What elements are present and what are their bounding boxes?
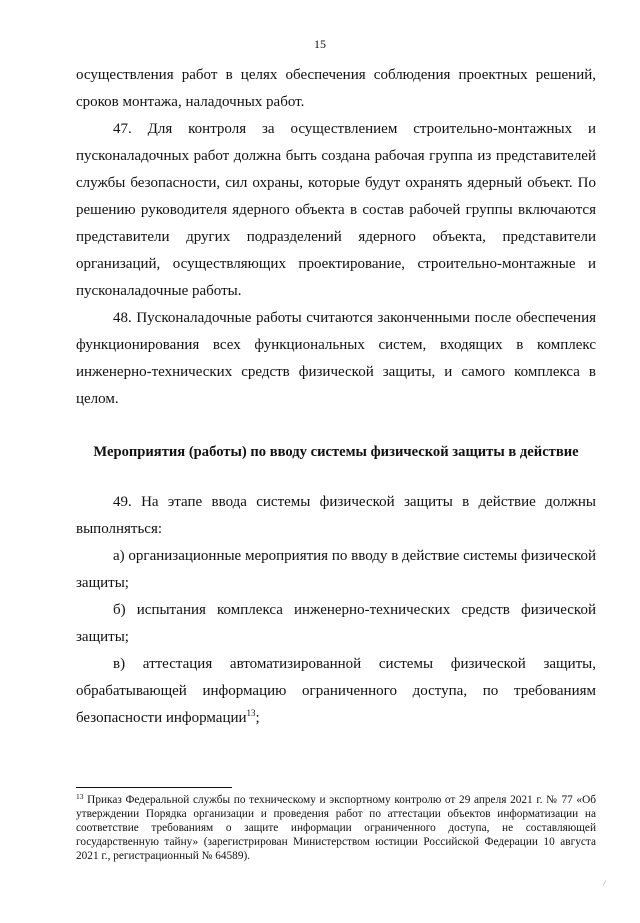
footnote-separator — [76, 787, 232, 788]
footnote-marker: 13 — [76, 792, 84, 801]
paragraph-47: 47. Для контроля за осуществлением строительно-монтажных и пусконаладочных работ должна быть создана рабочая группа из представителей службы безопасности, сил охраны, которые будут охранять ядерный объект. По решению руководителя ядерного объекта в состав рабочей группы включаются представители других подразделений ядерного объекта, представители организаций, осуществляющих проектирование, строительно-монтажные и пусконаладочные работы. — [76, 121, 596, 299]
page-number: 15 — [314, 37, 326, 51]
list-item-c-end: ; — [255, 710, 260, 726]
list-item-a: а) организационные мероприятия по вводу в действие системы физической защиты; — [76, 548, 596, 591]
footnote-text: Приказ Федеральной службы по техническому и экспортному контролю от 29 апреля 2021 г. № 77 «Об утверждении Порядка организации и проведения работ по аттестации объектов информатизации на соответствие требованиям о защите информации ограниченного доступа, не составляющей государственную тайну» (зарегистрирован Министерством юстиции Российской Федерации 10 августа 2021 г., регистрационный № 64589). — [76, 794, 596, 862]
paragraph-48: 48. Пусконаладочные работы считаются законченными после обеспечения функционирования всех функциональных систем, входящих в комплекс инженерно-технических средств физической защиты, и самого комплекса в целом. — [76, 310, 596, 407]
list-item-c — [76, 651, 596, 732]
scan-mark — [603, 880, 607, 886]
document-body — [76, 62, 596, 732]
section-heading: Мероприятия (работы) по вводу системы физической защиты в действие — [93, 444, 579, 460]
list-item-b: б) испытания комплекса инженерно-технических средств физической защиты; — [76, 602, 596, 645]
list-item-c-text: в) аттестация автоматизированной системы физической защиты, обрабатывающей информацию ограниченного доступа, по требованиям безопасности информации — [76, 656, 596, 726]
footnote-reference[interactable]: 13 — [246, 708, 256, 718]
footnote — [76, 793, 596, 863]
paragraph-49: 49. На этапе ввода системы физической защиты в действие должны выполняться: — [76, 494, 596, 537]
continuation-paragraph: осуществления работ в целях обеспечения соблюдения проектных решений, сроков монтажа, наладочных работ. — [76, 67, 596, 110]
